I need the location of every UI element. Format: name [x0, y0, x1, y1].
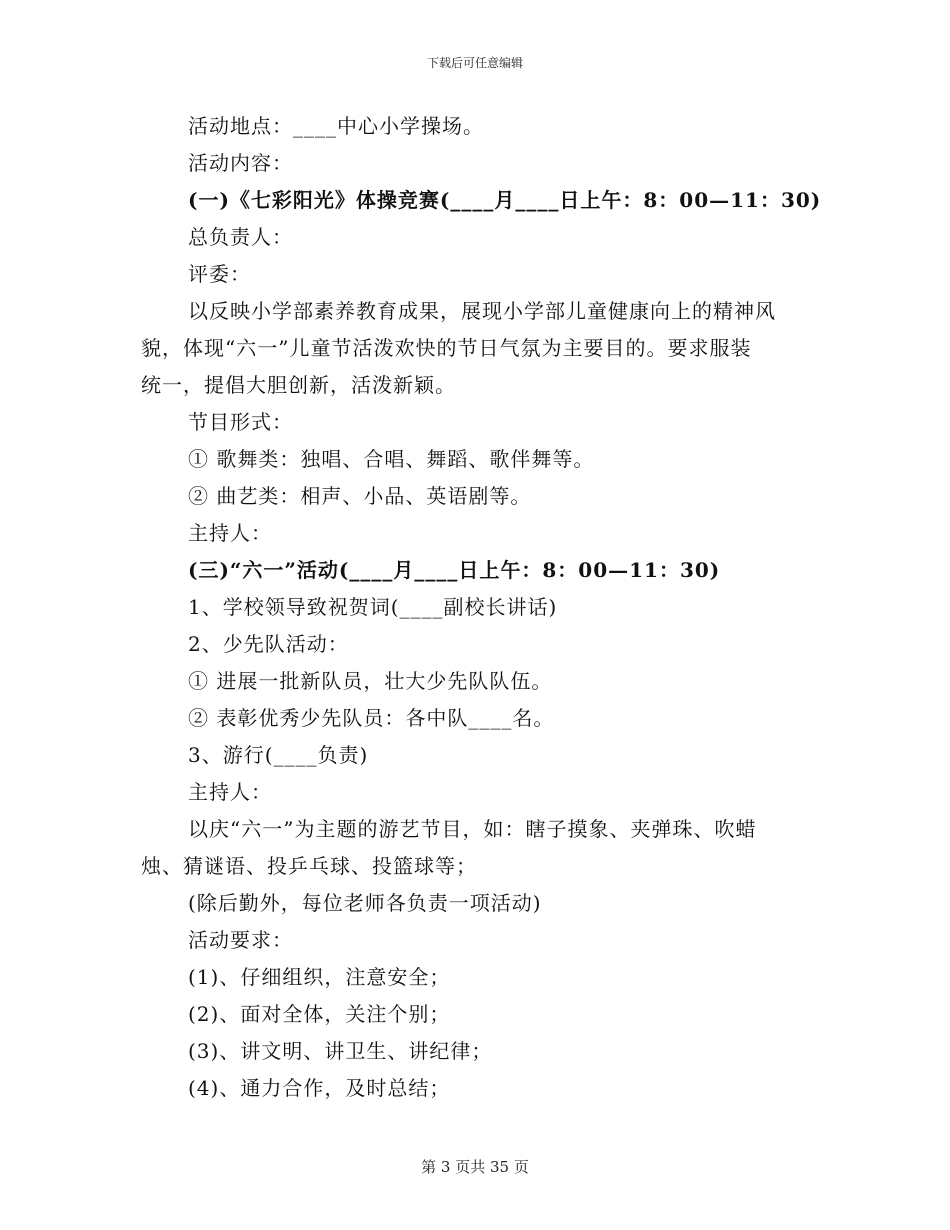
text-line: 以反映小学部素养教育成果，展现小学部儿童健康向上的精神风 — [188, 299, 776, 323]
text-line: 2、少先队活动： — [188, 632, 349, 656]
text-line: 貌，体现“六一”儿童节活泼欢快的节日气氛为主要目的。要求服装 — [141, 336, 752, 360]
text-line: 活动地点：____中心小学操场。 — [188, 114, 484, 138]
page-header: 下载后可任意编辑 — [426, 56, 523, 70]
text-line: ① 进展一批新队员，壮大少先队队伍。 — [188, 669, 553, 693]
text-line: (4)、通力合作，及时总结； — [188, 1076, 451, 1100]
text-line: (2)、面对全体，关注个别； — [188, 1002, 451, 1026]
text-line: 总负责人： — [188, 225, 293, 249]
text-line: 统一，提倡大胆创新，活泼新颖。 — [141, 373, 456, 397]
text-line: (除后勤外，每位老师各负责一项活动) — [188, 891, 542, 915]
text-line: 以庆“六一”为主题的游艺节目，如：瞎子摸象、夹弹珠、吹蜡 — [188, 817, 757, 841]
text-line: ① 歌舞类：独唱、合唱、舞蹈、歌伴舞等。 — [188, 447, 595, 471]
text-line: 评委： — [188, 262, 251, 286]
text-line: 烛、猜谜语、投乒乓球、投篮球等； — [141, 854, 477, 878]
text-line: 1、学校领导致祝贺词(____副校长讲话) — [188, 595, 558, 619]
text-line: 3、游行(____负责) — [188, 743, 369, 767]
document-body — [141, 108, 822, 1107]
text-line: (三)“六一”活动(____月____日上午：8：00—11：30) — [188, 558, 721, 582]
text-line: 活动要求： — [188, 928, 293, 952]
text-line: 主持人： — [188, 521, 272, 545]
text-line: (3)、讲文明、讲卫生、讲纪律； — [188, 1039, 493, 1063]
text-line: ② 曲艺类：相声、小品、英语剧等。 — [188, 484, 532, 508]
text-line: (1)、仔细组织，注意安全； — [188, 965, 451, 989]
text-line: ② 表彰优秀少先队员：各中队____名。 — [188, 706, 555, 730]
page-footer: 第 3 页共 35 页 — [421, 1158, 529, 1176]
text-line: 节目形式： — [188, 410, 293, 434]
text-line: 活动内容： — [188, 151, 293, 175]
text-line: 主持人： — [188, 780, 272, 804]
text-line: (一)《七彩阳光》体操竞赛(____月____日上午：8：00—11：30) — [188, 188, 822, 212]
